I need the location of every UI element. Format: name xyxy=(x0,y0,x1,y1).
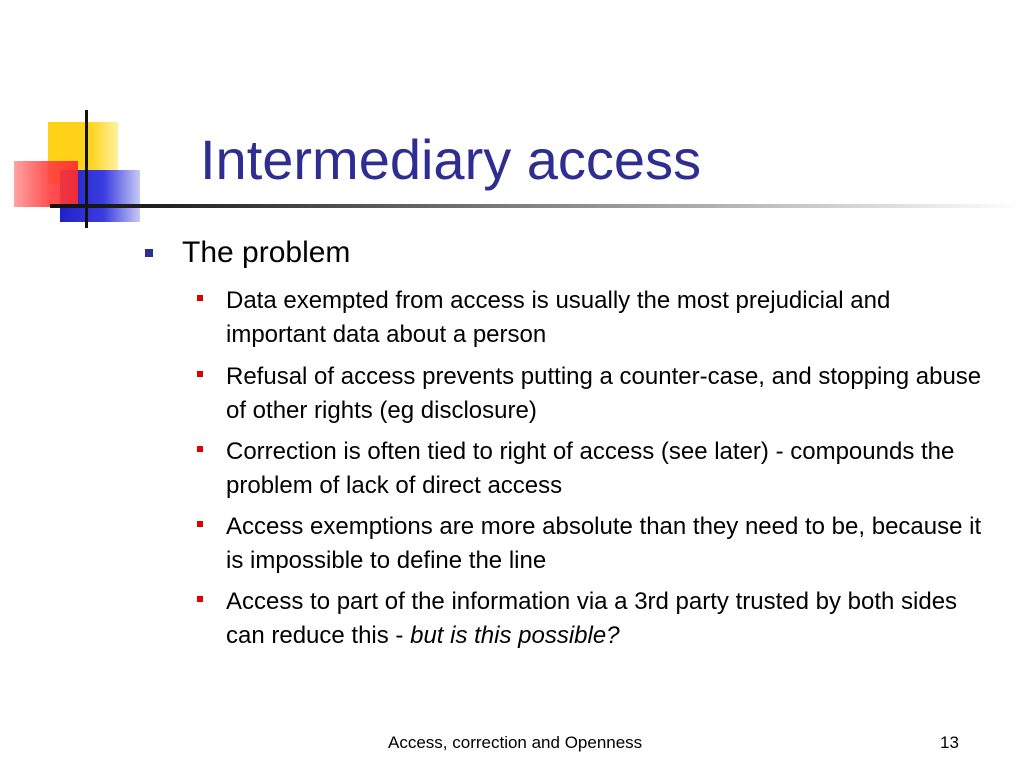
bullet-text-container xyxy=(226,585,996,653)
footer-text: Access, correction and Openness xyxy=(388,733,643,752)
bullet-emphasis-text: but is this possible? xyxy=(410,622,620,649)
vertical-rule xyxy=(85,110,88,228)
square-bullet-icon xyxy=(145,249,153,257)
square-bullet-icon xyxy=(197,596,203,602)
square-bullet-icon xyxy=(197,446,203,452)
bullet-text: Access to part of the information via a 3rd party trusted by both sides can reduce this - xyxy=(226,588,958,649)
red-square-decoration xyxy=(14,161,78,207)
bullet-text: Access exemptions are more absolute than they need to be, because it is impossible to define the line xyxy=(226,513,982,574)
square-bullet-icon xyxy=(197,371,203,377)
bullet-text: Correction is often tied to right of access (see later) - compounds the problem of lack of direct access xyxy=(226,438,955,499)
title-underline-rule xyxy=(50,204,1024,208)
bullet-text: The problem xyxy=(182,236,351,269)
slide-title: Intermediary access xyxy=(200,128,702,191)
square-bullet-icon xyxy=(197,295,203,301)
bullet-text: Data exempted from access is usually the most prejudicial and important data about a person xyxy=(226,287,891,348)
page-number: 13 xyxy=(940,733,959,752)
bullet-text: Refusal of access prevents putting a counter-case, and stopping abuse of other rights (eg disclosure) xyxy=(226,363,982,424)
square-bullet-icon xyxy=(197,521,203,527)
